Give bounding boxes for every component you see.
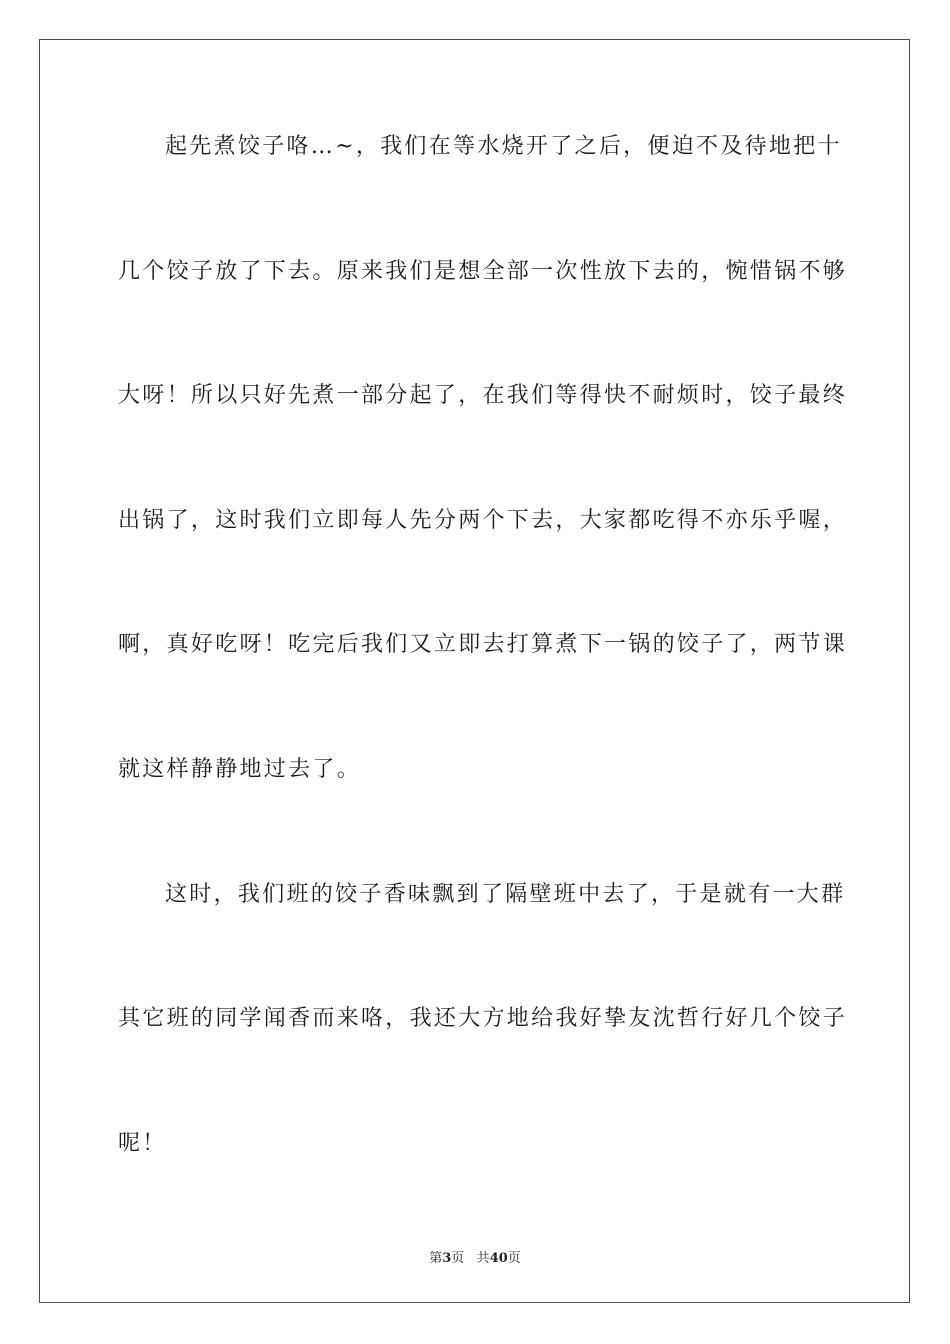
paragraph-line: 其它班的同学闻香而来咯，我还大方地给我好挚友沈哲行好几个饺子 — [118, 1006, 848, 1032]
total-label-suffix: 页 — [507, 1251, 521, 1266]
total-label-prefix: 共 — [476, 1251, 490, 1266]
paragraph-line: 这时，我们班的饺子香味飘到了隔壁班中去了，于是就有一大群 — [165, 881, 846, 907]
paragraph-line: 几个饺子放了下去。原来我们是想全部一次性放下去的，惋惜锅不够 — [118, 258, 848, 284]
total-pages: 40 — [489, 1251, 508, 1266]
paragraph-line: 呢！ — [118, 1130, 167, 1156]
paragraph-line: 起先煮饺子咯…~，我们在等水烧开了之后，便迫不及待地把十 — [165, 134, 842, 159]
document-body — [118, 125, 848, 1246]
paragraph-line: 出锅了，这时我们立即每人先分两个下去，大家都吃得不亦乐乎喔， — [118, 507, 848, 533]
page-footer — [0, 1247, 950, 1266]
page-label-suffix: 页 — [451, 1251, 465, 1266]
page-number: 3 — [442, 1251, 452, 1266]
paragraph-line: 就这样静静地过去了。 — [118, 756, 362, 782]
paragraph-line: 大呀！所以只好先煮一部分起了，在我们等得快不耐烦时，饺子最终 — [118, 383, 848, 409]
page-label-prefix: 第 — [429, 1251, 443, 1266]
paragraph-line: 啊，真好吃呀！吃完后我们又立即去打算煮下一锅的饺子了，两节课 — [118, 632, 848, 658]
